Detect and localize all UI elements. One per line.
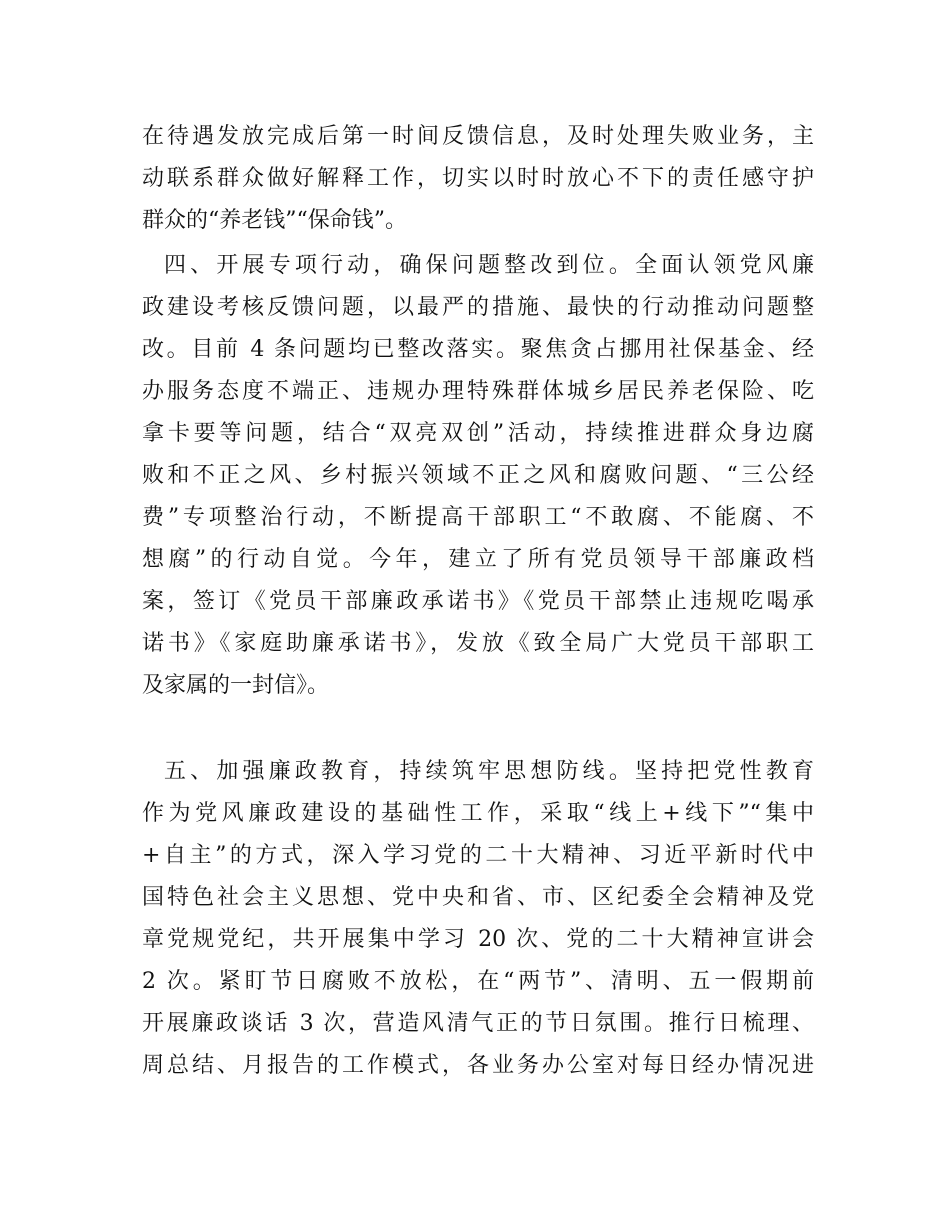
paragraph-line: 费”专项整治行动，不断提高干部职工“不敢腐、不能腐、不 — [142, 505, 814, 530]
paragraph-line: 开展廉政谈话 3 次，营造风清气正的节日氛围。推行日梳理、 — [142, 1011, 814, 1036]
paragraph-line: 政建设考核反馈问题，以最严的措施、最快的行动推动问题整 — [142, 295, 814, 320]
paragraph-line: +自主”的方式，深入学习党的二十大精神、习近平新时代中 — [142, 843, 814, 868]
paragraph-line: 群众的“养老钱”“保命钱”。 — [142, 208, 407, 233]
paragraph-special-action — [142, 245, 814, 707]
paragraph-line: 四、开展专项行动，确保问题整改到位。全面认领党风廉 — [164, 253, 814, 278]
paragraph-line: 败和不正之风、乡村振兴领域不正之风和腐败问题、“三公经 — [142, 463, 814, 488]
paragraph-line: 章党规党纪，共开展集中学习 20 次、党的二十大精神宣讲会 — [142, 927, 814, 952]
paragraph-line: 办服务态度不端正、违规办理特殊群体城乡居民养老保险、吃 — [142, 379, 814, 404]
paragraph-line: 周总结、月报告的工作模式，各业务办公室对每日经办情况进 — [142, 1053, 814, 1078]
paragraph-line: 五、加强廉政教育，持续筑牢思想防线。坚持把党性教育 — [164, 759, 814, 784]
paragraph-line: 拿卡要等问题，结合“双亮双创”活动，持续推进群众身边腐 — [142, 421, 814, 446]
paragraph-line: 动联系群众做好解释工作，切实以时时放心不下的责任感守护 — [142, 166, 814, 191]
paragraph-integrity-education — [142, 751, 814, 1087]
paragraph-line: 诺书》《家庭助廉承诺书》，发放《致全局广大党员干部职工 — [142, 631, 814, 656]
paragraph-line: 想腐”的行动自觉。今年，建立了所有党员领导干部廉政档 — [142, 547, 814, 572]
paragraph-line: 2 次。紧盯节日腐败不放松，在“两节”、清明、五一假期前 — [142, 969, 814, 994]
paragraph-line: 及家属的一封信》。 — [142, 673, 330, 698]
paragraph-line: 在待遇发放完成后第一时间反馈信息，及时处理失败业务，主 — [142, 124, 814, 149]
paragraph-line: 改。目前 4 条问题均已整改落实。聚焦贪占挪用社保基金、经 — [142, 337, 814, 362]
paragraph-line: 案，签订《党员干部廉政承诺书》《党员干部禁止违规吃喝承 — [142, 589, 814, 614]
paragraph-line: 国特色社会主义思想、党中央和省、市、区纪委全会精神及党 — [142, 885, 814, 910]
paragraph-line: 作为党风廉政建设的基础性工作，采取“线上+线下”“集中 — [142, 801, 814, 826]
paragraph-pension-feedback — [142, 116, 814, 242]
